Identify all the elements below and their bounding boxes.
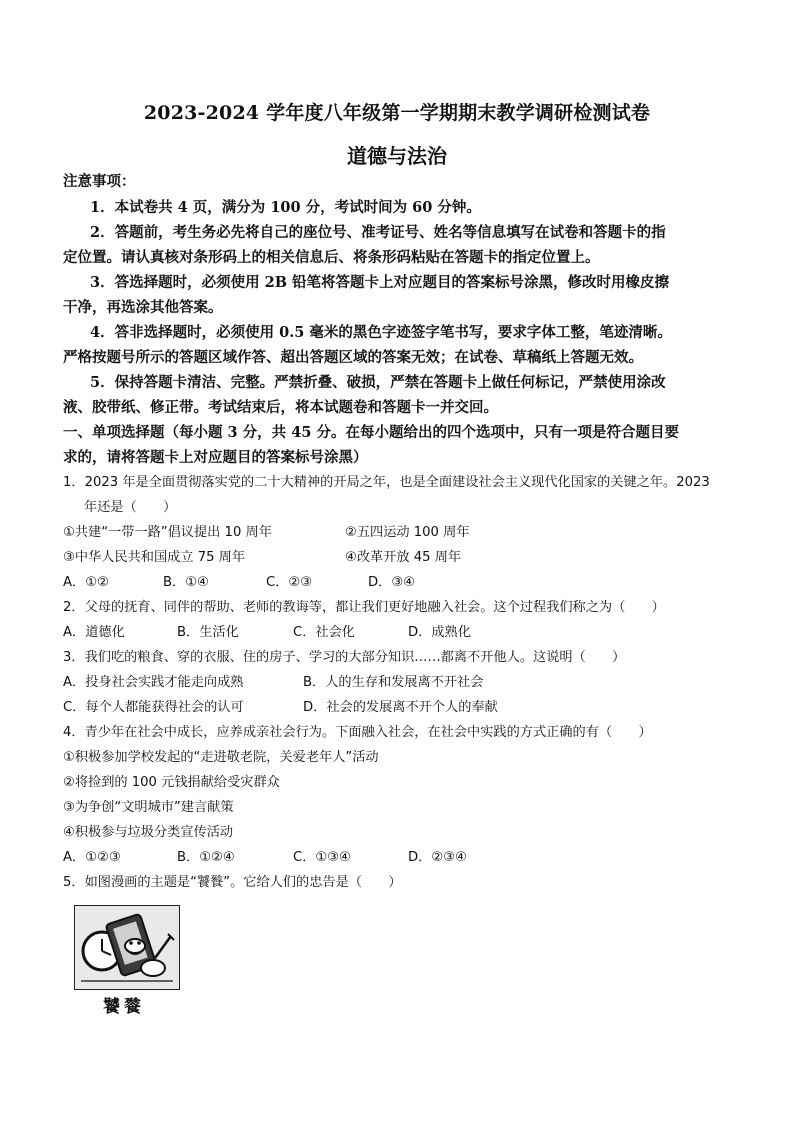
q5-stem: 5．如图漫画的主题是“饕餮”。它给人们的忠告是（ ） [63,875,402,890]
q4-statement-4: ④积极参与垃圾分类宣传活动 [63,825,234,840]
q1-statement-2: ②五四运动 100 周年 [345,525,470,540]
q5-comic-illustration [74,905,180,990]
q2-option-b: B．生活化 [177,625,239,640]
q4-statement-1: ①积极参加学校发起的“走进敬老院，关爱老年人”活动 [63,750,379,765]
exam-title: 2023-2024 学年度八年级第一学期期末教学调研检测试卷 [143,102,651,124]
q4-statement-3: ③为争创“文明城市”建言献策 [63,800,234,815]
notice-heading: 注意事项： [63,173,136,190]
comic-drawing [75,906,179,989]
q1-stem-a: 1．2023 年是全面贯彻落实党的二十大精神的开局之年，也是全面建设社会主义现代化国家的关键之年。2023 [63,475,710,490]
q1-statement-3: ③中华人民共和国成立 75 周年 [63,550,246,565]
q4-option-d: D．②③④ [408,850,467,865]
q4-option-a: A．①②③ [63,850,121,865]
q1-statement-1: ①共建“一带一路”倡议提出 10 周年 [63,525,272,540]
q2-option-c: C．社会化 [293,625,355,640]
q2-option-a: A．道德化 [63,625,125,640]
q1-option-b: B．①④ [163,575,209,590]
q4-stem: 4．青少年在社会中成长，应养成亲社会行为。下面融入社会，在社会中实践的方式正确的有（ ） [63,725,652,740]
q4-statement-2: ②将捡到的 100 元钱捐献给受灾群众 [63,775,280,790]
q2-option-d: D．成熟化 [408,625,471,640]
notice-item-3a: 3．答选择题时，必须使用 2B 铅笔将答题卡上对应题目的答案标号涂黑，修改时用橡皮擦 [90,274,670,291]
q3-option-b: B．人的生存和发展离不开社会 [303,675,484,690]
q4-option-b: B．①②④ [177,850,235,865]
notice-item-2a: 2．答题前，考生务必先将自己的座位号、准考证号、姓名等信息填写在试卷和答题卡的指 [90,224,666,241]
q3-stem: 3．我们吃的粮食、穿的衣服、住的房子、学习的大部分知识……都离不开他人。这说明（ ） [63,650,626,665]
q2-stem: 2．父母的抚育、同伴的帮助、老师的教诲等，都让我们更好地融入社会。这个过程我们称之为（ ） [63,600,665,615]
q1-option-d: D．③④ [368,575,415,590]
exam-subject: 道德与法治 [347,144,447,168]
notice-item-5b: 液、胶带纸、修正带。考试结束后，将本试题卷和答题卡一并交回。 [63,399,498,416]
section1-heading-b: 求的，请将答题卡上对应题目的答案标号涂黑） [63,449,368,466]
notice-item-4b: 严格按题号所示的答题区域作答、超出答题区域的答案无效；在试卷、草稿纸上答题无效。 [63,349,643,366]
q1-stem-b: 年还是（ ） [84,500,177,515]
notice-item-5a: 5．保持答题卡清洁、完整。严禁折叠、破损，严禁在答题卡上做任何标记，严禁使用涂改 [90,374,666,391]
q1-statement-4: ④改革开放 45 周年 [345,550,462,565]
section1-heading-a: 一、单项选择题（每小题 3 分，共 45 分。在每小题给出的四个选项中，只有一项是符合题目要 [63,424,679,441]
notice-item-1: 1．本试卷共 4 页，满分为 100 分，考试时间为 60 分钟。 [90,199,481,216]
comic-caption: 饕餮 [103,997,145,1017]
q4-option-c: C．①③④ [293,850,351,865]
q1-option-a: A．①② [63,575,109,590]
notice-item-2b: 定位置。请认真核对条形码上的相关信息后、将条形码粘贴在答题卡的指定位置上。 [63,249,600,266]
q3-option-a: A．投身社会实践才能走向成熟 [63,675,244,690]
q3-option-c: C．每个人都能获得社会的认可 [63,700,244,715]
notice-item-3b: 干净，再选涂其他答案。 [63,299,223,316]
q1-option-c: C．②③ [266,575,313,590]
q3-option-d: D．社会的发展离不开个人的奉献 [303,700,498,715]
notice-item-4a: 4．答非选择题时，必须使用 0.5 毫米的黑色字迹签字笔书写，要求字体工整，笔迹清晰。 [90,324,672,341]
